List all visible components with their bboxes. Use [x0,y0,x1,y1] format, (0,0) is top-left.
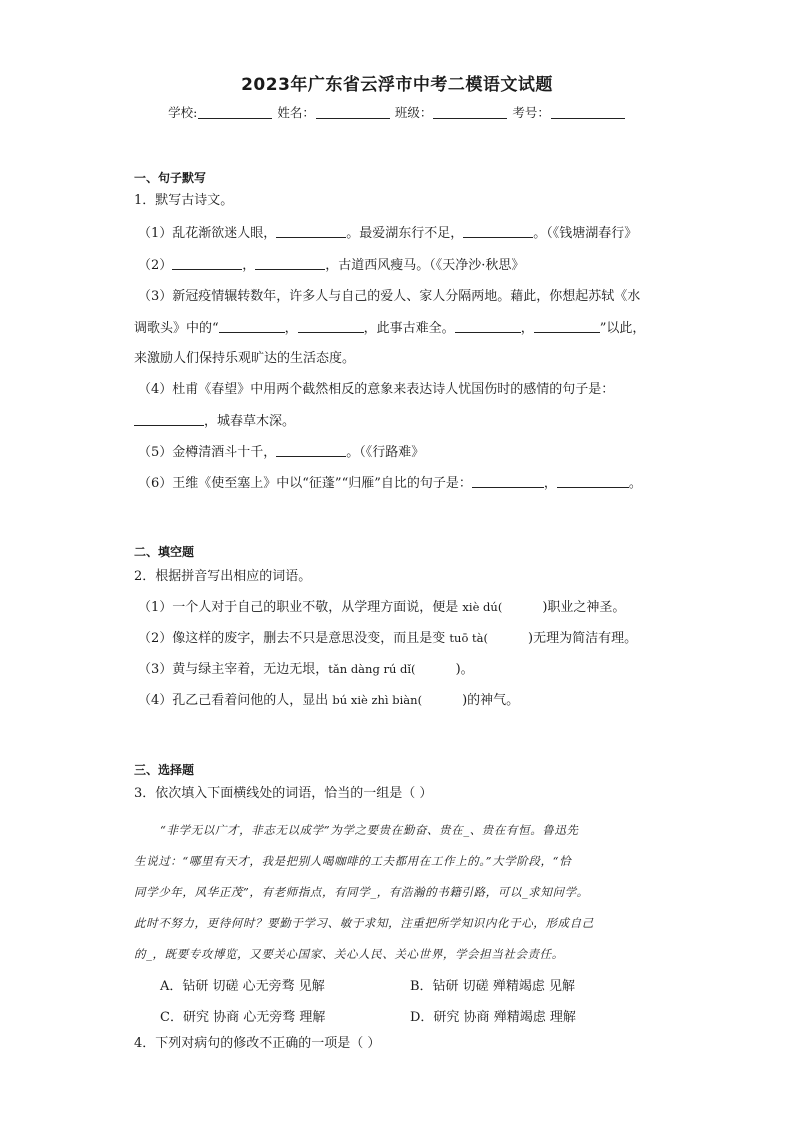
answer-blank[interactable] [557,476,629,488]
answer-blank[interactable] [534,321,600,333]
q3-passage-line-2: 生说过：“哪里有天才，我是把别人喝咖啡的工夫都用在工作上的。”大学阶段，“恰 [134,854,572,868]
q2-item-3: （3）黄与绿主宰着，无边无垠，tǎn dàng rú dǐ( )。 [138,662,474,677]
section-heading-2: 二、填空题 [134,545,195,559]
q3-option-d[interactable]: D．研究 协商 殚精竭虑 理解 [410,1010,576,1025]
q3-option-a[interactable]: A．钻研 切磋 心无旁骛 见解 [160,979,325,994]
q3-option-b[interactable]: B．钻研 切磋 殚精竭虑 见解 [410,979,575,994]
answer-blank[interactable] [134,414,204,426]
class-label: 班级： [394,105,433,120]
q3-passage-line-1: “非学无以广才，非志无以成学”为学之要贵在勤奋、贵在_、贵在有恒。鲁迅先 [160,823,579,837]
answer-blank[interactable] [276,445,346,457]
q1-item-4-line2: ，城春草木深。 [134,414,674,428]
q1-item-3-line2: 调歌头》中的“ ， ，此事古难全。 ， ”以此， [134,321,646,336]
q2-item-1: （1）一个人对于自己的职业不敬，从学理方面说，便是 xiè dú( )职业之神圣。 [138,600,626,615]
answer-blank[interactable] [255,258,325,270]
section-heading-3: 三、选择题 [134,763,195,777]
answer-blank[interactable] [455,321,521,333]
q1-item-3-line1: （3）新冠疫情辗转数年，许多人与自己的爱人、家人分隔两地。藉此，你想起苏轼《水 [138,289,641,304]
section-heading-1: 一、句子默写 [134,171,207,185]
answer-blank[interactable] [172,258,242,270]
student-info-line [0,103,794,121]
q2-stem: 2．根据拼音写出相应的词语。 [134,569,312,584]
q4-stem: 4．下列对病句的修改不正确的一项是（ ） [134,1036,381,1051]
school-blank[interactable] [198,106,272,119]
q1-item-4-line1: （4）杜甫《春望》中用两个截然相反的意象来表达诗人忧国伤时的感情的句子是： [138,382,615,397]
exam-no-blank[interactable] [551,106,625,119]
q1-item-5: （5）金樽清酒斗十千， 。（《行路难》 [138,445,425,460]
name-label: 姓名： [277,105,315,120]
exam-no-label: 考号： [512,105,550,120]
q1-item-1: （1）乱花渐欲迷人眼， 。最爱湖东行不足， 。（《钱塘湖春行》 [138,226,638,241]
q2-item-4: （4）孔乙己看着问他的人，显出 bú xiè zhì biàn( )的神气。 [138,693,520,708]
class-blank[interactable] [433,106,507,119]
q1-stem: 1．默写古诗文。 [134,193,234,208]
q1-item-2: （2） ， ，古道西风瘦马。（《天净沙·秋思》 [138,258,525,273]
answer-blank[interactable] [463,226,533,238]
exam-title: 2023年广东省云浮市中考二模语文试题 [241,75,553,95]
answer-blank[interactable] [219,321,285,333]
school-label: 学校: [168,105,198,120]
q1-item-6: （6）王维《使至塞上》中以“征蓬”“归雁”自比的句子是： ， 。 [138,476,642,491]
answer-blank[interactable] [276,226,346,238]
q3-passage-line-4: 此时不努力，更待何时？要勤于学习、敏于求知，注重把所学知识内化于心，形成自己 [134,916,594,930]
q3-passage-line-5: 的_，既要专攻博览，又要关心国家、关心人民、关心世界，学会担当社会责任。 [134,947,564,961]
answer-blank[interactable] [472,476,544,488]
q3-passage-line-3: 同学少年，风华正茂”，有老师指点，有同学_，有浩瀚的书籍引路，可以_求知问学。 [134,885,589,899]
q3-stem: 3．依次填入下面横线处的词语，恰当的一组是（ ） [134,786,433,801]
q1-item-3-line3: 来激励人们保持乐观旷达的生活态度。 [134,351,356,366]
answer-blank[interactable] [298,321,364,333]
q2-item-2: （2）像这样的废字，删去不只是意思没变，而且是变 tuō tà( )无理为简洁有理。 [138,631,638,646]
name-blank[interactable] [316,106,390,119]
q3-option-c[interactable]: C．研究 协商 心无旁骛 理解 [160,1010,326,1025]
